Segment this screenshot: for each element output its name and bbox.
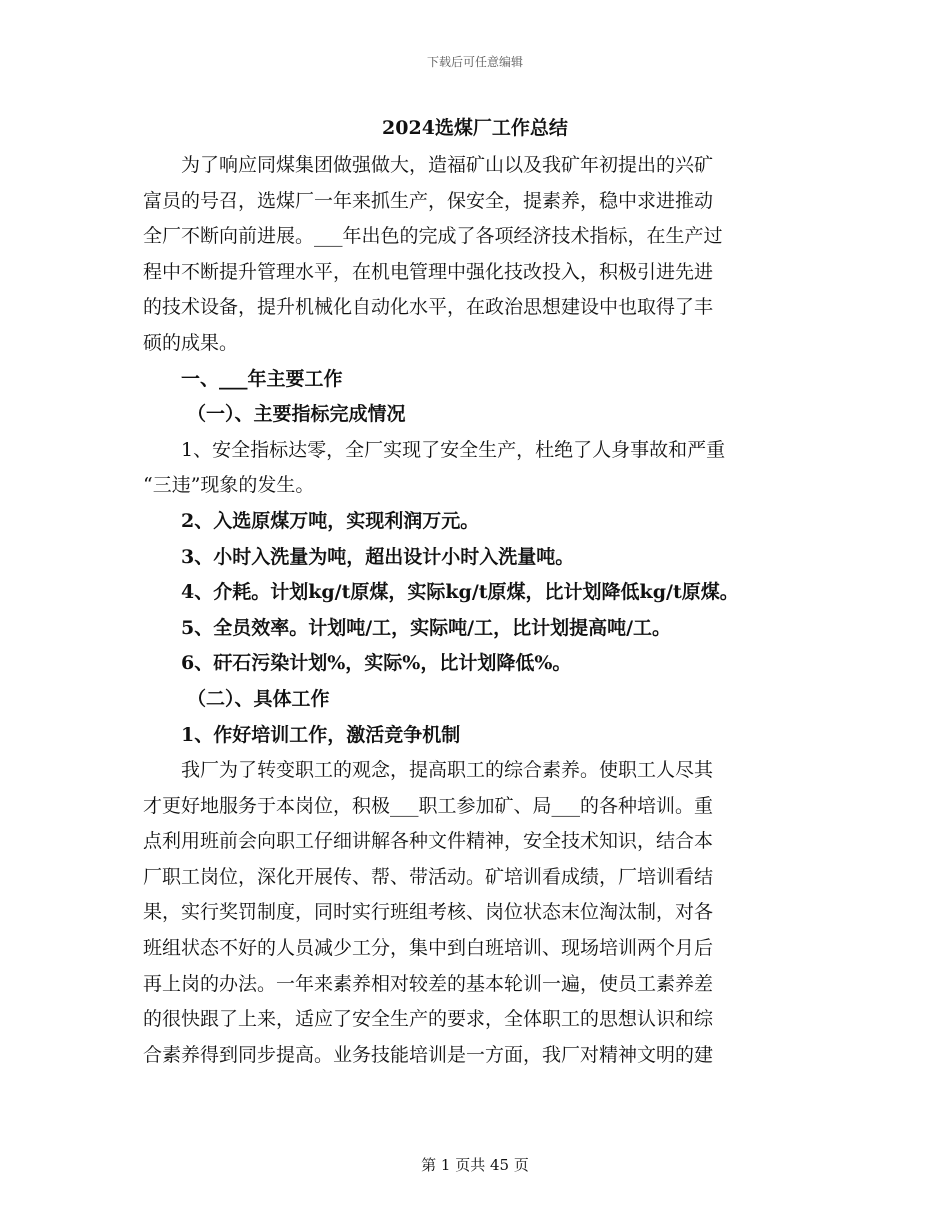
page-footer: 第 1 页共 45 页	[421, 1156, 529, 1174]
paragraph-line: 才更好地服务于本岗位，积极___职工参加矿、局___的各种培训。重	[143, 794, 714, 817]
paragraph-line: 全厂不断向前进展。___年出色的完成了各项经济技术指标，在生产过	[143, 225, 723, 248]
list-item: 4、介耗。计划kg/t原煤，实际kg/t原煤，比计划降低kg/t原煤。	[181, 581, 739, 604]
paragraph-line: 为了响应同煤集团做强做大，造福矿山以及我矿年初提出的兴矿	[181, 154, 714, 176]
paragraph-line: 班组状态不好的人员减少工分，集中到白班培训、现场培训两个月后	[143, 937, 714, 960]
list-item: 3、小时入洗量为吨，超出设计小时入洗量吨。	[181, 545, 575, 568]
paragraph-line: 的技术设备，提升机械化自动化水平，在政治思想建设中也取得了丰	[143, 296, 714, 319]
paragraph-line: 1、安全指标达零，全厂实现了安全生产，杜绝了人身事故和严重	[181, 438, 726, 461]
document-title: 2024选煤厂工作总结	[382, 117, 568, 139]
item-heading: 1、作好培训工作，激活竞争机制	[181, 723, 461, 746]
paragraph-line: 富员的号召，选煤厂一年来抓生产，保安全，提素养，稳中求进推动	[143, 189, 714, 212]
subsection-heading: （一）、主要指标完成情况	[187, 403, 406, 426]
list-item: 6、矸石污染计划%，实际%，比计划降低%。	[181, 652, 572, 675]
paragraph-line: 再上岗的办法。一年来素养相对较差的基本轮训一遍，使员工素养差	[143, 972, 714, 995]
document-body	[143, 148, 803, 1073]
paragraph-line: 点利用班前会向职工仔细讲解各种文件精神，安全技术知识，结合本	[143, 830, 714, 853]
paragraph-line: 厂职工岗位，深化开展传、帮、带活动。矿培训看成绩，厂培训看结	[143, 865, 714, 888]
paragraph-line: 程中不断提升管理水平，在机电管理中强化技改投入，积极引进先进	[143, 260, 714, 283]
paragraph-line: “三违”现象的发生。	[143, 474, 315, 497]
paragraph-line: 硕的成果。	[143, 331, 239, 354]
list-item: 2、入选原煤万吨，实现利润万元。	[181, 509, 480, 532]
list-item: 5、全员效率。计划吨/工，实际吨/工，比计划提高吨/工。	[181, 616, 672, 639]
paragraph-line: 合素养得到同步提高。业务技能培训是一方面，我厂对精神文明的建	[143, 1043, 714, 1066]
paragraph-line: 我厂为了转变职工的观念，提高职工的综合素养。使职工人尽其	[181, 759, 714, 782]
paragraph-line: 的很快跟了上来，适应了安全生产的要求，全体职工的思想认识和综	[143, 1008, 714, 1031]
subsection-heading: （二）、具体工作	[187, 687, 330, 710]
page-header: 下载后可任意编辑	[426, 55, 523, 69]
paragraph-line: 果，实行奖罚制度，同时实行班组考核、岗位状态末位淘汰制，对各	[143, 901, 714, 924]
section-heading: 一、___年主要工作	[181, 367, 343, 390]
